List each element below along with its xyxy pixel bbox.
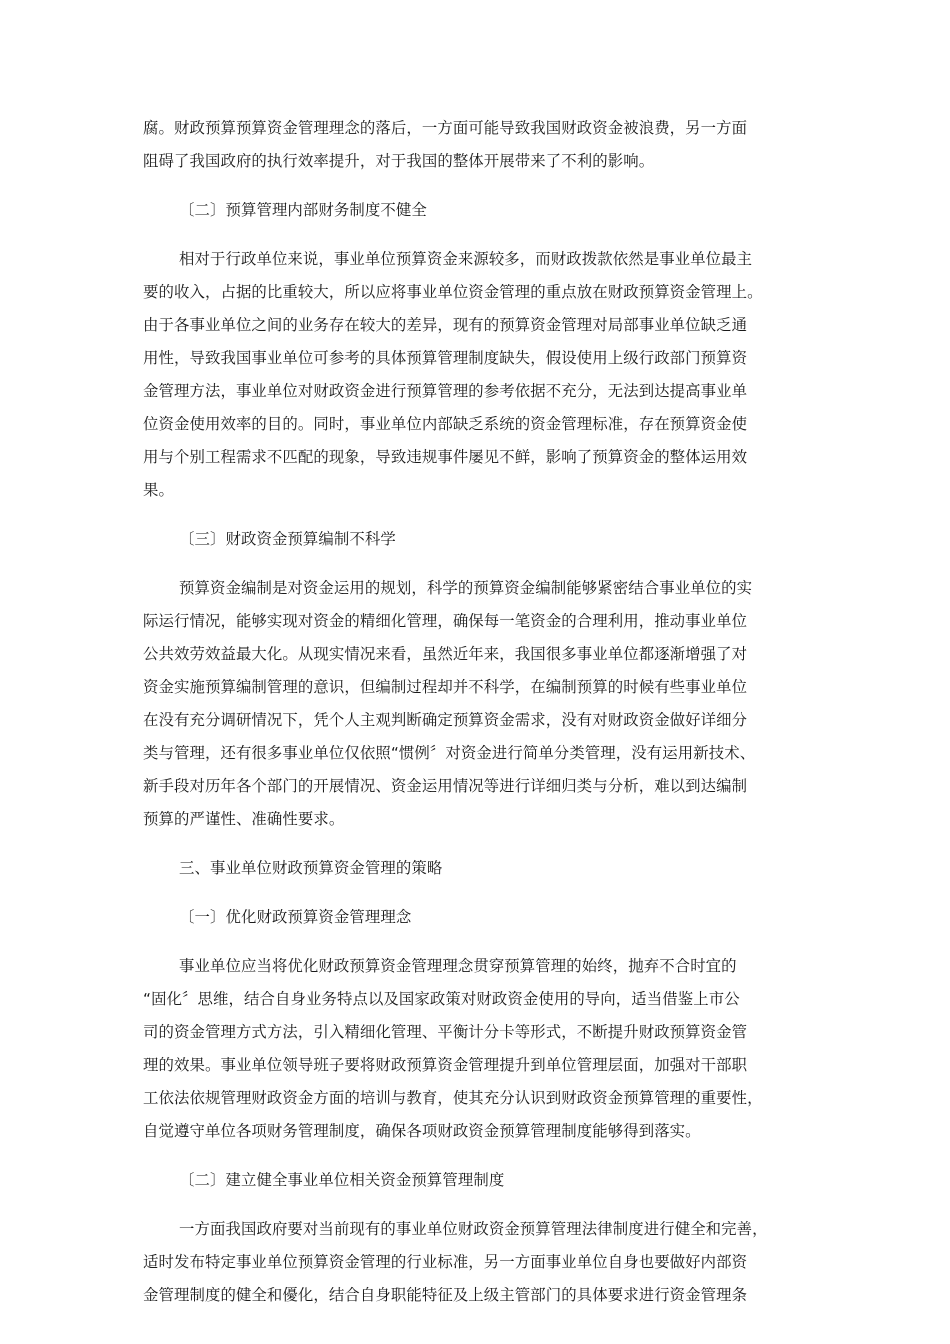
document-page xyxy=(143,112,809,1312)
section-heading: 〔一〕优化财政预算资金管理理念 xyxy=(179,908,412,926)
paragraph-line: 资金实施预算编制管理的意识，但编制过程却并不科学，在编制预算的时候有些事业单位 xyxy=(143,678,748,696)
paragraph-line: 自觉遵守单位各项财务管理制度，确保各项财政资金预算管理制度能够得到落实。 xyxy=(143,1122,701,1140)
paragraph-line: 相对于行政单位来说，事业单位预算资金来源较多，而财政拨款依然是事业单位最主 xyxy=(179,250,753,268)
paragraph-line: 金管理制度的健全和優化，结合自身职能特征及上级主管部门的具体要求进行资金管理条 xyxy=(143,1286,748,1304)
section-heading: 〔三〕财政资金预算编制不科学 xyxy=(179,530,396,548)
paragraph-line: 司的资金管理方式方法，引入精细化管理、平衡计分卡等形式，不断提升财政预算资金管 xyxy=(143,1023,748,1041)
paragraph xyxy=(143,1213,809,1312)
paragraph-line: 类与管理，还有很多事业单位仅依照“惯例〞对资金进行简单分类管理，没有运用新技术、 xyxy=(143,744,756,762)
section-heading: 〔二〕建立健全事业单位相关资金预算管理制度 xyxy=(179,1171,505,1189)
paragraph xyxy=(143,243,809,507)
paragraph-line: 腐。财政预算预算资金管理理念的落后，一方面可能导致我国财政资金被浪费，另一方面 xyxy=(143,119,748,137)
paragraph-line: 预算资金编制是对资金运用的规划，科学的预算资金编制能够紧密结合事业单位的实 xyxy=(179,579,753,597)
paragraph-line: 预算的严谨性、准确性要求。 xyxy=(143,810,345,828)
paragraph-line: 一方面我国政府要对当前现有的事业单位财政资金预算管理法律制度进行健全和完善， xyxy=(179,1220,768,1238)
paragraph-line: 新手段对历年各个部门的开展情况、资金运用情况等进行详细归类与分析，难以到达编制 xyxy=(143,777,748,795)
paragraph xyxy=(143,950,809,1148)
paragraph xyxy=(143,112,809,178)
paragraph-line: 适时发布特定事业单位预算资金管理的行业标准，另一方面事业单位自身也要做好内部资 xyxy=(143,1253,748,1271)
paragraph-line: 用性，导致我国事业单位可参考的具体预算管理制度缺失，假设使用上级行政部门预算资 xyxy=(143,349,748,367)
paragraph-line: 果。 xyxy=(143,481,174,499)
paragraph-line: 在没有充分调研情况下，凭个人主观判断确定预算资金需求，没有对财政资金做好详细分 xyxy=(143,711,748,729)
paragraph-line: 公共效劳效益最大化。从现实情况来看，虽然近年来，我国很多事业单位都逐渐增强了对 xyxy=(143,645,748,663)
paragraph-line: 要的收入，占据的比重较大，所以应将事业单位资金管理的重点放在财政预算资金管理上。 xyxy=(143,283,763,301)
paragraph-line: 际运行情况，能够实现对资金的精细化管理，确保每一笔资金的合理利用，推动事业单位 xyxy=(143,612,748,630)
paragraph xyxy=(143,572,809,836)
paragraph-line: 阻碍了我国政府的执行效率提升，对于我国的整体开展带来了不利的影响。 xyxy=(143,152,655,170)
paragraph-line: 工依法依规管理财政资金方面的培训与教育，使其充分认识到财政资金预算管理的重要性， xyxy=(143,1089,763,1107)
paragraph-line: 用与个别工程需求不匹配的现象，导致违规事件屡见不鲜，影响了预算资金的整体运用效 xyxy=(143,448,748,466)
paragraph-line: 由于各事业单位之间的业务存在较大的差异，现有的预算资金管理对局部事业单位缺乏通 xyxy=(143,316,748,334)
paragraph-line: 理的效果。事业单位领导班子要将财政预算资金管理提升到单位管理层面，加强对干部职 xyxy=(143,1056,748,1074)
chapter-heading: 三、事业单位财政预算资金管理的策略 xyxy=(179,859,443,877)
paragraph-line: “固化〞思维，结合自身业务特点以及国家政策对财政资金使用的导向，适当借鉴上市公 xyxy=(143,990,740,1008)
paragraph-line: 位资金使用效率的目的。同时，事业单位内部缺乏系统的资金管理标准，存在预算资金使 xyxy=(143,415,748,433)
paragraph-line: 金管理方法，事业单位对财政资金进行预算管理的参考依据不充分，无法到达提高事业单 xyxy=(143,382,748,400)
section-heading: 〔二〕预算管理内部财务制度不健全 xyxy=(179,201,427,219)
paragraph-line: 事业单位应当将优化财政预算资金管理理念贯穿预算管理的始终，抛弃不合时宜的 xyxy=(179,957,737,975)
